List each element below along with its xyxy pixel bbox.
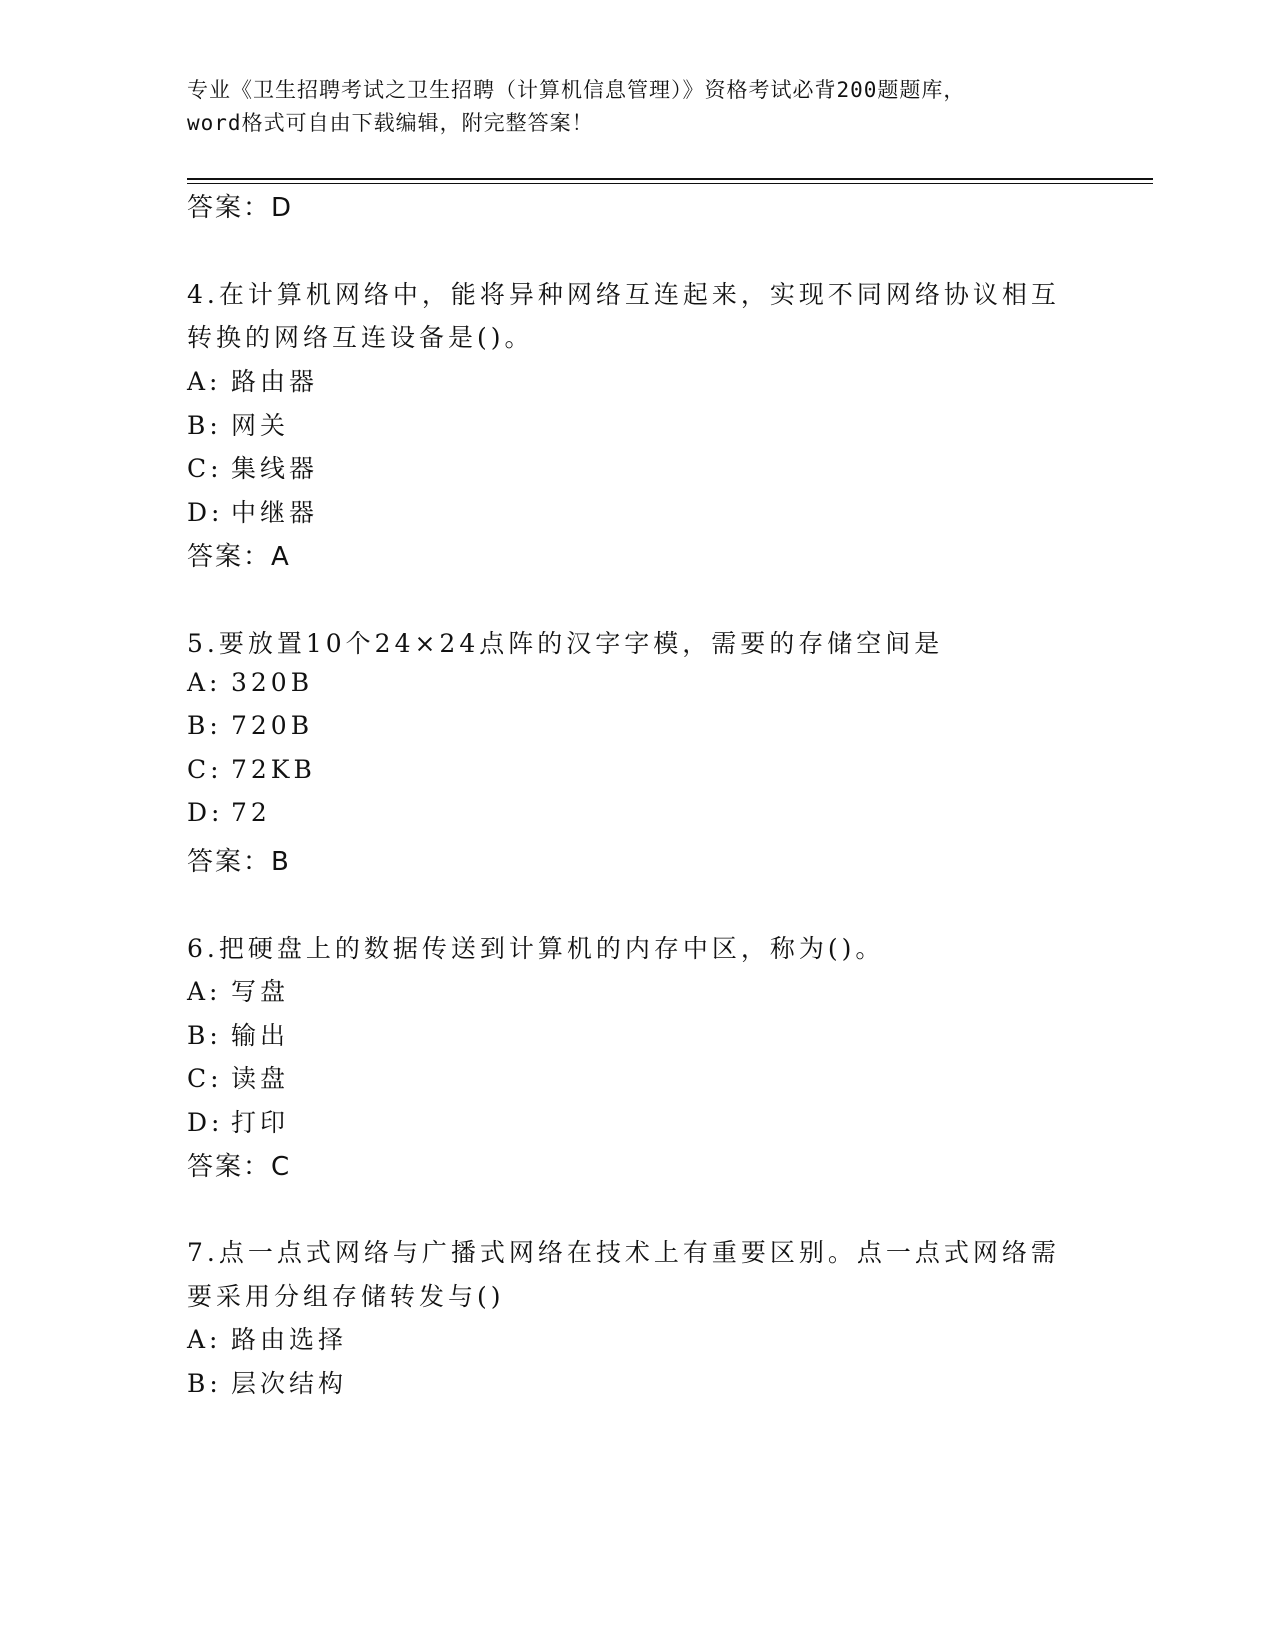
option-key: B: [187,711,222,740]
option-key: C: [187,454,223,483]
option-key: B: [187,411,222,440]
answer-3: 答案：D [187,193,294,223]
question-5-option-a [187,668,313,697]
option-text: 320B [231,668,314,697]
header-line-1: 专业《卫生招聘考试之卫生招聘（计算机信息管理）》资格考试必背200题题库， [187,78,966,102]
question-4-line-1: 4.在计算机网络中，能将异种网络互连起来，实现不同网络协议相互 [187,280,1060,309]
option-text: 写盘 [231,977,290,1006]
question-6-option-d [187,1103,289,1139]
question-7-line-1: 7.点一点式网络与广播式网络在技术上有重要区别。点一点式网络需 [187,1238,1060,1267]
option-text: 层次结构 [231,1369,348,1398]
option-text: 72 [231,798,271,827]
option-key: B: [187,1021,222,1050]
option-key: A: [187,668,222,697]
document-header [187,74,1087,140]
option-key: D: [187,1108,224,1137]
question-7-option-b [187,1364,347,1400]
option-key: C: [187,755,223,784]
option-key: C: [187,1064,223,1093]
option-text: 路由选择 [231,1325,348,1354]
option-text: 输出 [231,1021,290,1050]
option-key: A: [187,367,222,396]
option-text: 中继器 [231,498,319,527]
header-divider-thick [187,178,1153,180]
question-5-option-d [187,798,271,827]
question-4-option-c [187,449,318,485]
option-key: D: [187,798,224,827]
question-5-option-c [187,755,316,784]
question-4-option-a [187,362,318,398]
question-5-line-1: 5.要放置10个24×24点阵的汉字字模，需要的存储空间是 [187,629,944,658]
option-text: 读盘 [231,1064,290,1093]
answer-4: 答案：A [187,542,291,572]
option-text: 72KB [231,755,316,784]
question-7-line-2: 要采用分组存储转发与() [187,1282,505,1311]
option-text: 720B [231,711,314,740]
question-6-option-a [187,972,289,1008]
option-text: 路由器 [231,367,319,396]
option-key: A: [187,977,222,1006]
question-4-option-d [187,493,318,529]
question-7-option-a [187,1320,347,1356]
header-line-2: word格式可自由下载编辑，附完整答案！ [187,111,594,135]
header-divider-thin [187,183,1153,184]
option-key: B: [187,1369,222,1398]
question-4-line-2: 转换的网络互连设备是()。 [187,323,534,352]
option-text: 网关 [231,411,290,440]
option-key: A: [187,1325,222,1354]
option-key: D: [187,498,224,527]
answer-5: 答案：B [187,847,291,877]
question-6-line-1: 6.把硬盘上的数据传送到计算机的内存中区，称为()。 [187,934,885,963]
option-text: 集线器 [231,454,319,483]
question-6-option-c [187,1059,289,1095]
question-4-option-b [187,406,289,442]
question-5-option-b [187,711,313,740]
option-text: 打印 [231,1108,290,1137]
question-6-option-b [187,1016,289,1052]
answer-6: 答案：C [187,1152,292,1182]
